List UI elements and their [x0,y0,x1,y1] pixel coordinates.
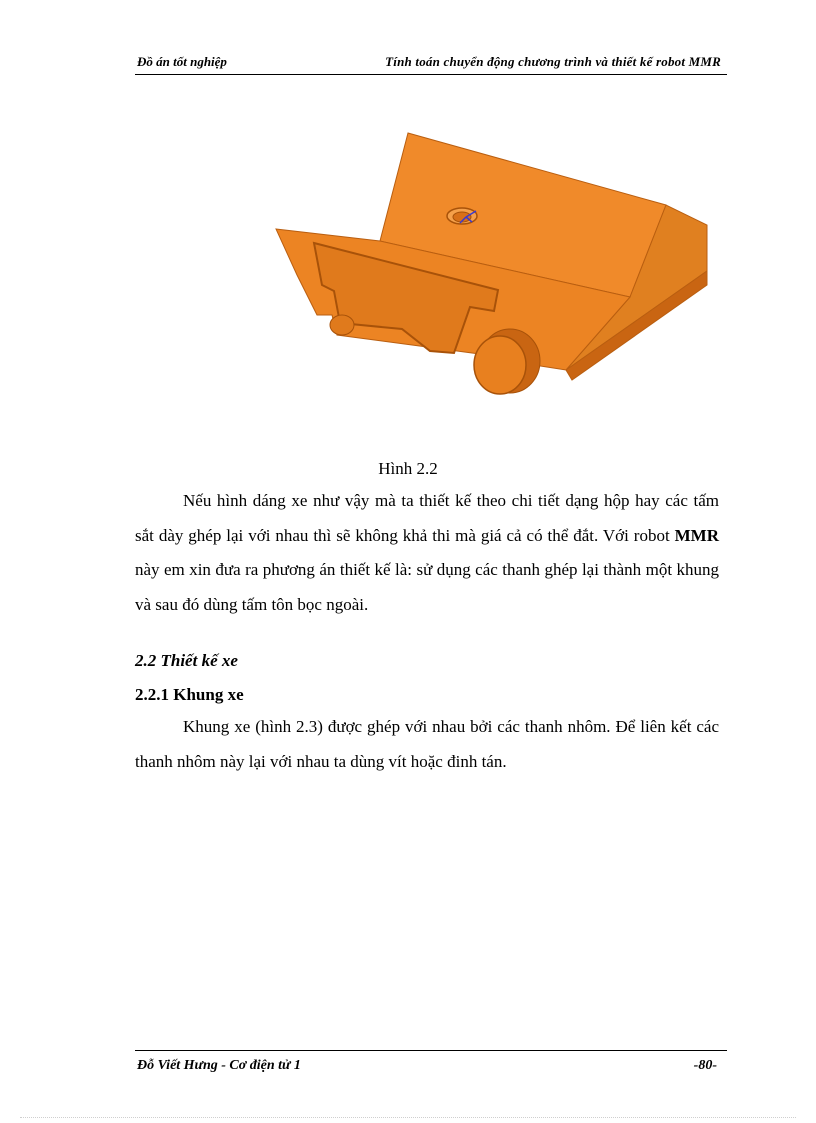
figure-rear-wheel [330,315,354,335]
robot-body-3d-figure [262,125,722,415]
paragraph-1 [135,484,719,622]
header-rule [135,74,727,75]
header-left-text: Đồ án tốt nghiệp [137,54,227,69]
figure-caption: Hình 2.2 [378,459,438,478]
page-bottom-border [20,1117,796,1118]
paragraph-2: Khung xe (hình 2.3) được ghép với nhau bởi các thanh nhôm. Để liên kết các thanh nhôm này lại với nhau ta dùng vít hoặc đinh tán. [135,717,719,771]
figure-front-wheel [474,336,526,394]
footer-rule [135,1050,727,1051]
header-right-text: Tính toán chuyển động chương trình và thiết kế robot MMR [385,54,721,69]
paragraph-1-bold-term: MMR [674,525,719,545]
paragraph-1-text-b: này em xin đưa ra phương án thiết kế là: sử dụng các thanh ghép lại thành một khung và sau đó dùng tấm tôn bọc ngoài. [135,560,719,614]
subsection-heading: 2.2.1 Khung xe [135,685,244,704]
section-heading: 2.2 Thiết kế xe [135,651,238,670]
paragraph-1-text-a: Nếu hình dáng xe như vậy mà ta thiết kế theo chi tiết dạng hộp hay các tấm sắt dày ghép lại với nhau thì sẽ không khả thi mà giá cả có thể đắt. Với robot [135,491,719,545]
page-number: -80- [693,1058,717,1073]
footer-author: Đỗ Viết Hưng - Cơ điện tử 1 [137,1058,301,1073]
page-footer [135,1057,727,1079]
page-header [135,52,727,74]
